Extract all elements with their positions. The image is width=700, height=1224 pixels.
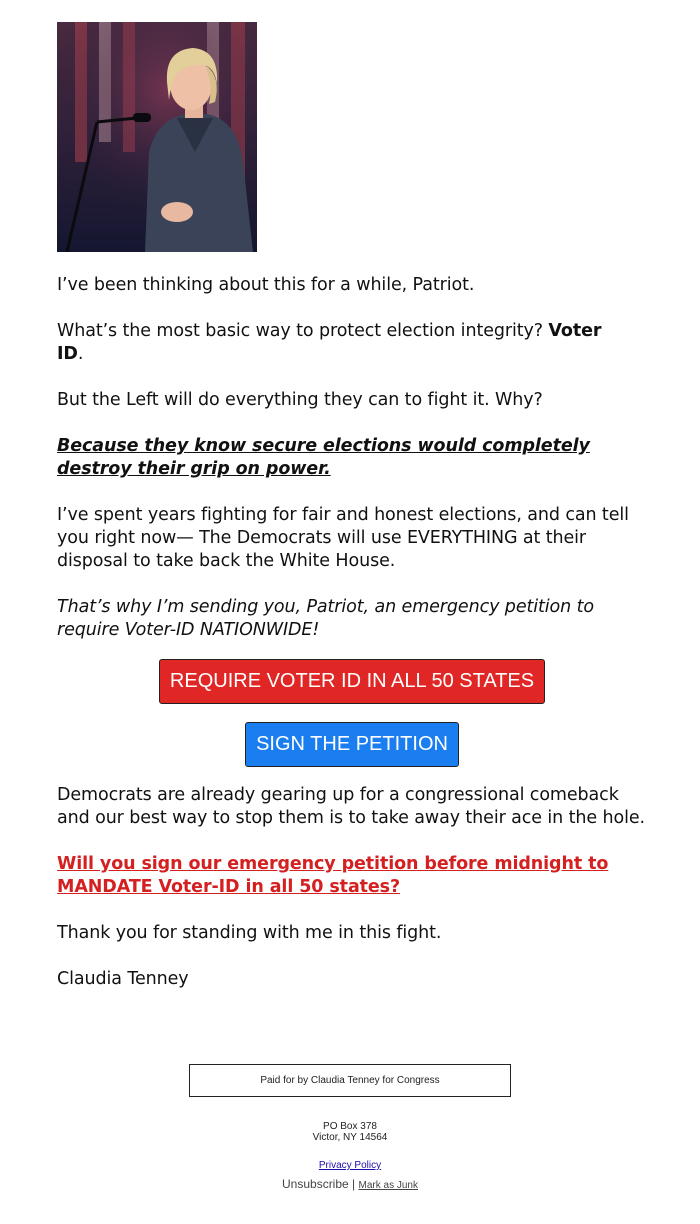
email-body [57,22,647,991]
footer-separator: | [352,1177,356,1191]
petition-paragraph [57,596,647,642]
unsubscribe-link[interactable]: Unsubscribe [282,1177,349,1191]
comeback-paragraph: Democrats are already gearing up for a congressional comeback and our best way to stop them is to take away their ace in the hole. [57,785,646,828]
emphasis-paragraph [57,435,647,481]
question-text: What’s the most basic way to protect election integrity? [57,321,549,341]
thank-you-paragraph: Thank you for standing with me in this fight. [57,923,442,943]
id-bold: ID [57,344,78,364]
petition-link-paragraph[interactable] [57,853,647,899]
emphasis-line-1: Because they know secure elections would completely [57,436,590,456]
petition-link-line-2[interactable]: MANDATE Voter-ID in all 50 states? [57,877,401,897]
paid-for-box: Paid for by Claudia Tenney for Congress [189,1064,511,1097]
question-period: . [77,344,84,364]
address-line-1: PO Box 378 [323,1121,377,1132]
petition-link-line-1[interactable]: Will you sign our emergency petition before midnight to [57,854,609,874]
unsubscribe-row [0,1177,700,1191]
question-paragraph [57,320,647,366]
voter-bold: Voter [548,321,602,341]
greeting-paragraph: I’ve been thinking about this for a while, Patriot. [57,275,475,295]
left-paragraph: But the Left will do everything they can to fight it. Why? [57,390,543,410]
sign-petition-button[interactable]: SIGN THE PETITION [245,722,459,767]
mailing-address [0,1121,700,1143]
petition-link[interactable] [57,854,608,897]
address-line-2: Victor, NY 14564 [312,1132,388,1143]
petition-line-2: require Voter-ID NATIONWIDE! [57,620,320,640]
privacy-policy-link[interactable]: Privacy Policy [318,1160,382,1171]
petition-line-1: That’s why I’m sending you, Patriot, an emergency petition to [57,597,594,617]
candidate-photo [57,22,257,252]
emphasis-line-2: destroy their grip on power. [57,459,331,479]
fighting-paragraph: I’ve spent years fighting for fair and honest elections, and can tell you right now— The Democrats will use EVERYTHING at their disposal to take back the White House. [57,505,629,571]
signature: Claudia Tenney [57,969,189,989]
privacy-row [0,1155,700,1173]
require-voter-id-button[interactable]: REQUIRE VOTER ID IN ALL 50 STATES [159,659,545,704]
mark-as-junk-link[interactable]: Mark as Junk [358,1180,418,1191]
